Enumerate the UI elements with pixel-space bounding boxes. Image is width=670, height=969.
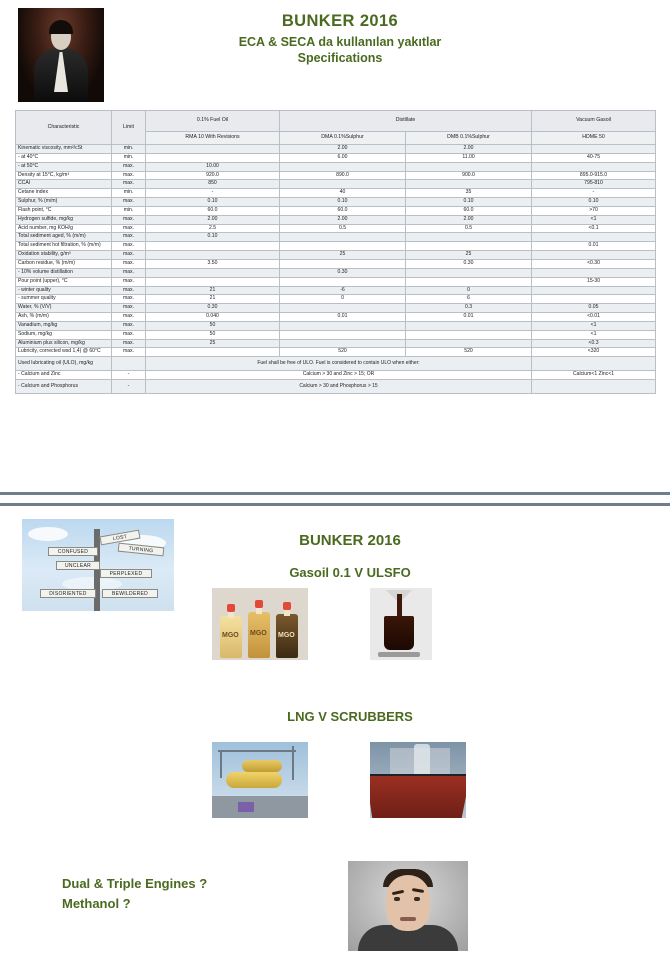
row-value-dma — [280, 242, 406, 251]
dual-triple-engines-label: Dual & Triple Engines ? — [62, 876, 208, 891]
sign-bewildered: BEWILDERED — [102, 589, 158, 598]
lng-tank-main — [226, 772, 282, 788]
engines-question-block — [62, 874, 207, 914]
row-value-hdme50: 795-810 — [532, 180, 656, 189]
row-limit: max. — [112, 321, 146, 330]
table-row — [16, 224, 656, 233]
sign-disoriented: DISORIENTED — [40, 589, 96, 598]
row-value-hdme50: <0.1 — [532, 224, 656, 233]
row-limit: max. — [112, 277, 146, 286]
row-value-dma — [280, 339, 406, 348]
row-characteristic: Total sediment aged, % (m/m) — [16, 233, 112, 242]
row-vac-calcium-zinc: Calcium<1 Zinc<1 — [532, 371, 656, 380]
cloud-shape — [28, 527, 68, 541]
row-value-dma: -6 — [280, 286, 406, 295]
row-limit: max. — [112, 215, 146, 224]
table-row — [16, 295, 656, 304]
row-characteristic: Ash, % (m/m) — [16, 313, 112, 322]
page-subtitle-1: ECA & SECA da kullanılan yakıtlar — [238, 35, 442, 49]
row-value-rma10: 0.10 — [146, 198, 280, 207]
row-value-rma10: 21 — [146, 295, 280, 304]
table-row — [16, 286, 656, 295]
row-limit: max. — [112, 295, 146, 304]
row-value-dma — [280, 233, 406, 242]
table-row — [16, 371, 656, 380]
row-characteristic: Acid number, mg KOH/g — [16, 224, 112, 233]
row-label-calcium-zinc: - Calcium and Zinc — [16, 371, 112, 380]
slide-2 — [0, 506, 670, 969]
row-value-hdme50: 0.05 — [532, 304, 656, 313]
row-limit: max. — [112, 171, 146, 180]
header-fuel-oil: 0.1% Fuel Oil — [146, 111, 280, 132]
row-limit: max. — [112, 259, 146, 268]
table-row — [16, 162, 656, 171]
row-value-dmb: 520 — [406, 348, 532, 357]
row-value-rma10: 60.0 — [146, 206, 280, 215]
row-value-rma10: 0.30 — [146, 304, 280, 313]
table-row — [16, 145, 656, 154]
row-limit: max. — [112, 233, 146, 242]
row-value-dmb: 0.10 — [406, 198, 532, 207]
table-row — [16, 242, 656, 251]
row-limit: max. — [112, 224, 146, 233]
ship-hull — [370, 776, 466, 818]
table-row — [16, 198, 656, 207]
row-limit: min. — [112, 189, 146, 198]
row-characteristic: Flash point, °C — [16, 206, 112, 215]
row-value-hdme50: <320 — [532, 348, 656, 357]
lng-vs-scrubbers-label: LNG V SCRUBBERS — [287, 709, 413, 724]
table-row — [16, 153, 656, 162]
table-row — [16, 330, 656, 339]
row-value-dma: 60.0 — [280, 206, 406, 215]
row-value-dma: 0 — [280, 295, 406, 304]
row-characteristic: Aluminium plus silicon, mg/kg — [16, 339, 112, 348]
sign-unclear: UNCLEAR — [56, 561, 100, 570]
row-value-dmb: 900.0 — [406, 171, 532, 180]
row-characteristic: Pour point (upper), °C — [16, 277, 112, 286]
row-value-dma: 0.30 — [280, 268, 406, 277]
row-value-dmb — [406, 180, 532, 189]
row-value-dma — [280, 259, 406, 268]
bottle-cap — [255, 600, 263, 608]
bunker-man-photo — [18, 8, 104, 102]
row-characteristic: Lubricity, corrected wsd 1,4) @ 60°C — [16, 348, 112, 357]
confused-man-photo — [348, 861, 468, 951]
row-value-hdme50: <1 — [532, 215, 656, 224]
row-value-hdme50: 0.01 — [532, 242, 656, 251]
row-value-dmb — [406, 162, 532, 171]
row-value-dmb — [406, 268, 532, 277]
row-value-rma10: 920.0 — [146, 171, 280, 180]
row-characteristic: Vanadium, mg/kg — [16, 321, 112, 330]
sign-perplexed: PERPLEXED — [100, 569, 152, 578]
specifications-table-footer — [16, 357, 656, 394]
row-limit: max. — [112, 339, 146, 348]
row-value-dma: 520 — [280, 348, 406, 357]
specifications-table-wrapper — [15, 110, 655, 394]
sign-lost: LOST — [100, 530, 141, 546]
row-value-dmb: 60.0 — [406, 206, 532, 215]
confused-signpost-photo — [22, 519, 174, 611]
row-characteristic: CCAI — [16, 180, 112, 189]
lng-tank-upper — [242, 760, 282, 772]
row-value-dmb: 2.00 — [406, 145, 532, 154]
row-limit: max. — [112, 313, 146, 322]
row-limit: max. — [112, 330, 146, 339]
row-value-rma10: 0.040 — [146, 313, 280, 322]
row-value-dma: 6.00 — [280, 153, 406, 162]
mgo-sample-bottles-photo — [212, 588, 308, 660]
row-characteristic: - at 50°C — [16, 162, 112, 171]
row-value-hdme50 — [532, 286, 656, 295]
row-characteristic: - 10% volume distillation — [16, 268, 112, 277]
table-row — [16, 206, 656, 215]
table-row — [16, 268, 656, 277]
row-value-dmb: 2.00 — [406, 215, 532, 224]
ground-shape — [212, 796, 308, 818]
row-value-hdme50: 40-75 — [532, 153, 656, 162]
row-value-dmb: 0 — [406, 286, 532, 295]
row-value-rma10 — [146, 153, 280, 162]
subheader-dma: DMA 0.1%Sulphur — [280, 132, 406, 145]
table-row — [16, 357, 656, 371]
row-vac-calcium-phosphorus — [532, 380, 656, 394]
subheader-dmb: DMB 0.1%Sulphur — [406, 132, 532, 145]
row-limit: max. — [112, 198, 146, 207]
row-limit: max. — [112, 286, 146, 295]
table-row — [16, 380, 656, 394]
table-row — [16, 339, 656, 348]
row-value-dma: 0.01 — [280, 313, 406, 322]
row-value-dma — [280, 304, 406, 313]
row-value-rma10: - — [146, 189, 280, 198]
row-value-hdme50: <0.3 — [532, 339, 656, 348]
row-value-rma10 — [146, 277, 280, 286]
table-row — [16, 321, 656, 330]
row-limit: max. — [112, 162, 146, 171]
bottle-label: MGO — [222, 632, 239, 639]
table-row — [16, 189, 656, 198]
sign-turning: TURNING — [118, 543, 165, 557]
row-characteristic: Kinematic viscosity, mm²/cSt — [16, 145, 112, 154]
subheader-rma10: RMA 10 With Revisions — [146, 132, 280, 145]
row-value-rma10: 850 — [146, 180, 280, 189]
row-value-dma: 2.00 — [280, 215, 406, 224]
dark-fuel-oil-sample-photo — [370, 588, 432, 660]
page-subtitle-2: Specifications — [297, 51, 383, 65]
row-limit: min. — [112, 153, 146, 162]
row-value-hdme50: 0.10 — [532, 198, 656, 207]
row-value-dmb — [406, 233, 532, 242]
row-value-dmb: 0.30 — [406, 259, 532, 268]
row-value-hdme50 — [532, 162, 656, 171]
row-value-hdme50 — [532, 145, 656, 154]
table-row — [16, 277, 656, 286]
row-limit-calcium-zinc: - — [112, 371, 146, 380]
header-distillate: Distillate — [280, 111, 532, 132]
subheader-hdme50: HDME 50 — [532, 132, 656, 145]
row-value-dma — [280, 277, 406, 286]
row-characteristic: Density at 15°C, kg/m³ — [16, 171, 112, 180]
row-value-hdme50: <1 — [532, 321, 656, 330]
row-value-dma: 25 — [280, 251, 406, 260]
row-value-dma — [280, 321, 406, 330]
row-value-dmb — [406, 242, 532, 251]
bottle-label: MGO — [250, 630, 267, 637]
pipe-shape — [220, 750, 222, 778]
row-value-dmb: 0.5 — [406, 224, 532, 233]
row-limit-ulo — [112, 357, 146, 371]
table-row — [16, 251, 656, 260]
row-characteristic: Sodium, mg/kg — [16, 330, 112, 339]
ship-scrubber-vessel-photo — [370, 742, 466, 818]
row-value-rma10 — [146, 145, 280, 154]
row-value-hdme50: <0.01 — [532, 313, 656, 322]
man-face — [386, 875, 430, 931]
row-value-rma10: 2.5 — [146, 224, 280, 233]
table-row — [16, 233, 656, 242]
scrubber-cylinder — [414, 744, 430, 778]
table-row — [16, 348, 656, 357]
divider-gap — [0, 495, 670, 503]
row-value-rma10: 50 — [146, 330, 280, 339]
row-value-hdme50: 15-30 — [532, 277, 656, 286]
row-value-rma10 — [146, 242, 280, 251]
row-limit: max. — [112, 304, 146, 313]
gasoil-vs-ulsfo-label: Gasoil 0.1 V ULSFO — [289, 565, 411, 580]
table-row — [16, 171, 656, 180]
row-value-hdme50: 895.0-915.0 — [532, 171, 656, 180]
row-value-hdme50: >70 — [532, 206, 656, 215]
row-value-rma10: 0.10 — [146, 233, 280, 242]
row-value-rma10: 3.50 — [146, 259, 280, 268]
row-characteristic: - at 40°C — [16, 153, 112, 162]
row-characteristic: Hydrogen sulfide, mg/kg — [16, 215, 112, 224]
row-characteristic: Oxidation stability, g/m³ — [16, 251, 112, 260]
row-value-rma10: 10.00 — [146, 162, 280, 171]
row-characteristic: Sulphur, % (m/m) — [16, 198, 112, 207]
row-value-rma10 — [146, 251, 280, 260]
row-value-dmb — [406, 330, 532, 339]
row-value-dma: 890.0 — [280, 171, 406, 180]
row-value-dma: 2.00 — [280, 145, 406, 154]
specifications-table — [15, 110, 656, 394]
equipment-shape — [238, 802, 254, 812]
row-characteristic: - summer quality — [16, 295, 112, 304]
row-value-dmb: 6 — [406, 295, 532, 304]
row-limit-calcium-phosphorus: - — [112, 380, 146, 394]
table-row — [16, 313, 656, 322]
beaker-base — [378, 652, 420, 657]
row-note-ulo: Fuel shall be free of ULO. Fuel is considered to contain ULO when either: — [146, 357, 532, 371]
row-value-hdme50: <1 — [532, 330, 656, 339]
row-label-calcium-phosphorus: - Calcium and Phosphorus — [16, 380, 112, 394]
man-mouth — [400, 917, 416, 921]
row-note-calcium-zinc: Calcium > 30 and Zinc > 15; OR — [146, 371, 532, 380]
row-label-ulo: Used lubricating oil (ULO), mg/kg — [16, 357, 112, 371]
row-characteristic: - winter quality — [16, 286, 112, 295]
row-value-dma — [280, 330, 406, 339]
page-title: BUNKER 2016 — [281, 12, 399, 30]
methanol-label: Methanol ? — [62, 896, 131, 912]
pipe-shape — [218, 750, 296, 752]
bottle-cap — [283, 602, 291, 610]
row-value-dmb — [406, 277, 532, 286]
row-value-dmb — [406, 339, 532, 348]
row-value-hdme50 — [532, 268, 656, 277]
row-limit: max. — [112, 348, 146, 357]
row-value-dma: 0.10 — [280, 198, 406, 207]
beaker-shape — [384, 616, 414, 650]
specifications-table-body — [16, 145, 656, 357]
header-vacuum-gasoil: Vacuum Gasoil — [532, 111, 656, 132]
row-value-dmb: 0.01 — [406, 313, 532, 322]
row-limit: max. — [112, 242, 146, 251]
row-value-dmb: 35 — [406, 189, 532, 198]
row-characteristic: Total sediment hot filtration, % (m/m) — [16, 242, 112, 251]
row-characteristic: Carbon residue, % (m/m) — [16, 259, 112, 268]
header-limit: Limit — [112, 111, 146, 145]
row-limit: max. — [112, 180, 146, 189]
man-eye — [394, 897, 400, 901]
row-value-rma10: 50 — [146, 321, 280, 330]
table-row — [16, 180, 656, 189]
row-vac-ulo — [532, 357, 656, 371]
table-row — [16, 304, 656, 313]
row-limit: min. — [112, 206, 146, 215]
row-value-dma — [280, 180, 406, 189]
bottle-label: MGO — [278, 632, 295, 639]
row-value-rma10: 25 — [146, 339, 280, 348]
slide-divider — [0, 492, 670, 506]
row-value-dmb: 11.00 — [406, 153, 532, 162]
slide-1-title-block — [140, 8, 540, 65]
row-value-hdme50 — [532, 251, 656, 260]
row-limit: min. — [112, 145, 146, 154]
row-value-hdme50: <0.30 — [532, 259, 656, 268]
row-value-hdme50 — [532, 233, 656, 242]
header-characteristic: Characteristic — [16, 111, 112, 145]
row-value-dmb — [406, 321, 532, 330]
lng-plant-tanks-photo — [212, 742, 308, 818]
row-value-rma10 — [146, 268, 280, 277]
row-value-rma10: 21 — [146, 286, 280, 295]
row-value-hdme50 — [532, 295, 656, 304]
row-value-dma: 0.5 — [280, 224, 406, 233]
table-header-row-1 — [16, 111, 656, 132]
row-value-rma10 — [146, 348, 280, 357]
row-characteristic: Cetane index — [16, 189, 112, 198]
slide-2-title: BUNKER 2016 — [299, 532, 401, 549]
row-limit: max. — [112, 268, 146, 277]
table-row — [16, 259, 656, 268]
row-value-dmb: 25 — [406, 251, 532, 260]
man-eye — [414, 897, 420, 901]
row-characteristic: Water, % (V/V) — [16, 304, 112, 313]
row-limit: max. — [112, 251, 146, 260]
row-note-calcium-phosphorus: Calcium > 30 and Phosphorus > 15 — [146, 380, 532, 394]
row-value-rma10: 2.00 — [146, 215, 280, 224]
sign-confused: CONFUSED — [48, 547, 98, 556]
bottle-cap — [227, 604, 235, 612]
row-value-dmb: 0.3 — [406, 304, 532, 313]
row-value-hdme50: - — [532, 189, 656, 198]
row-value-dma — [280, 162, 406, 171]
row-value-dma: 40 — [280, 189, 406, 198]
table-row — [16, 215, 656, 224]
